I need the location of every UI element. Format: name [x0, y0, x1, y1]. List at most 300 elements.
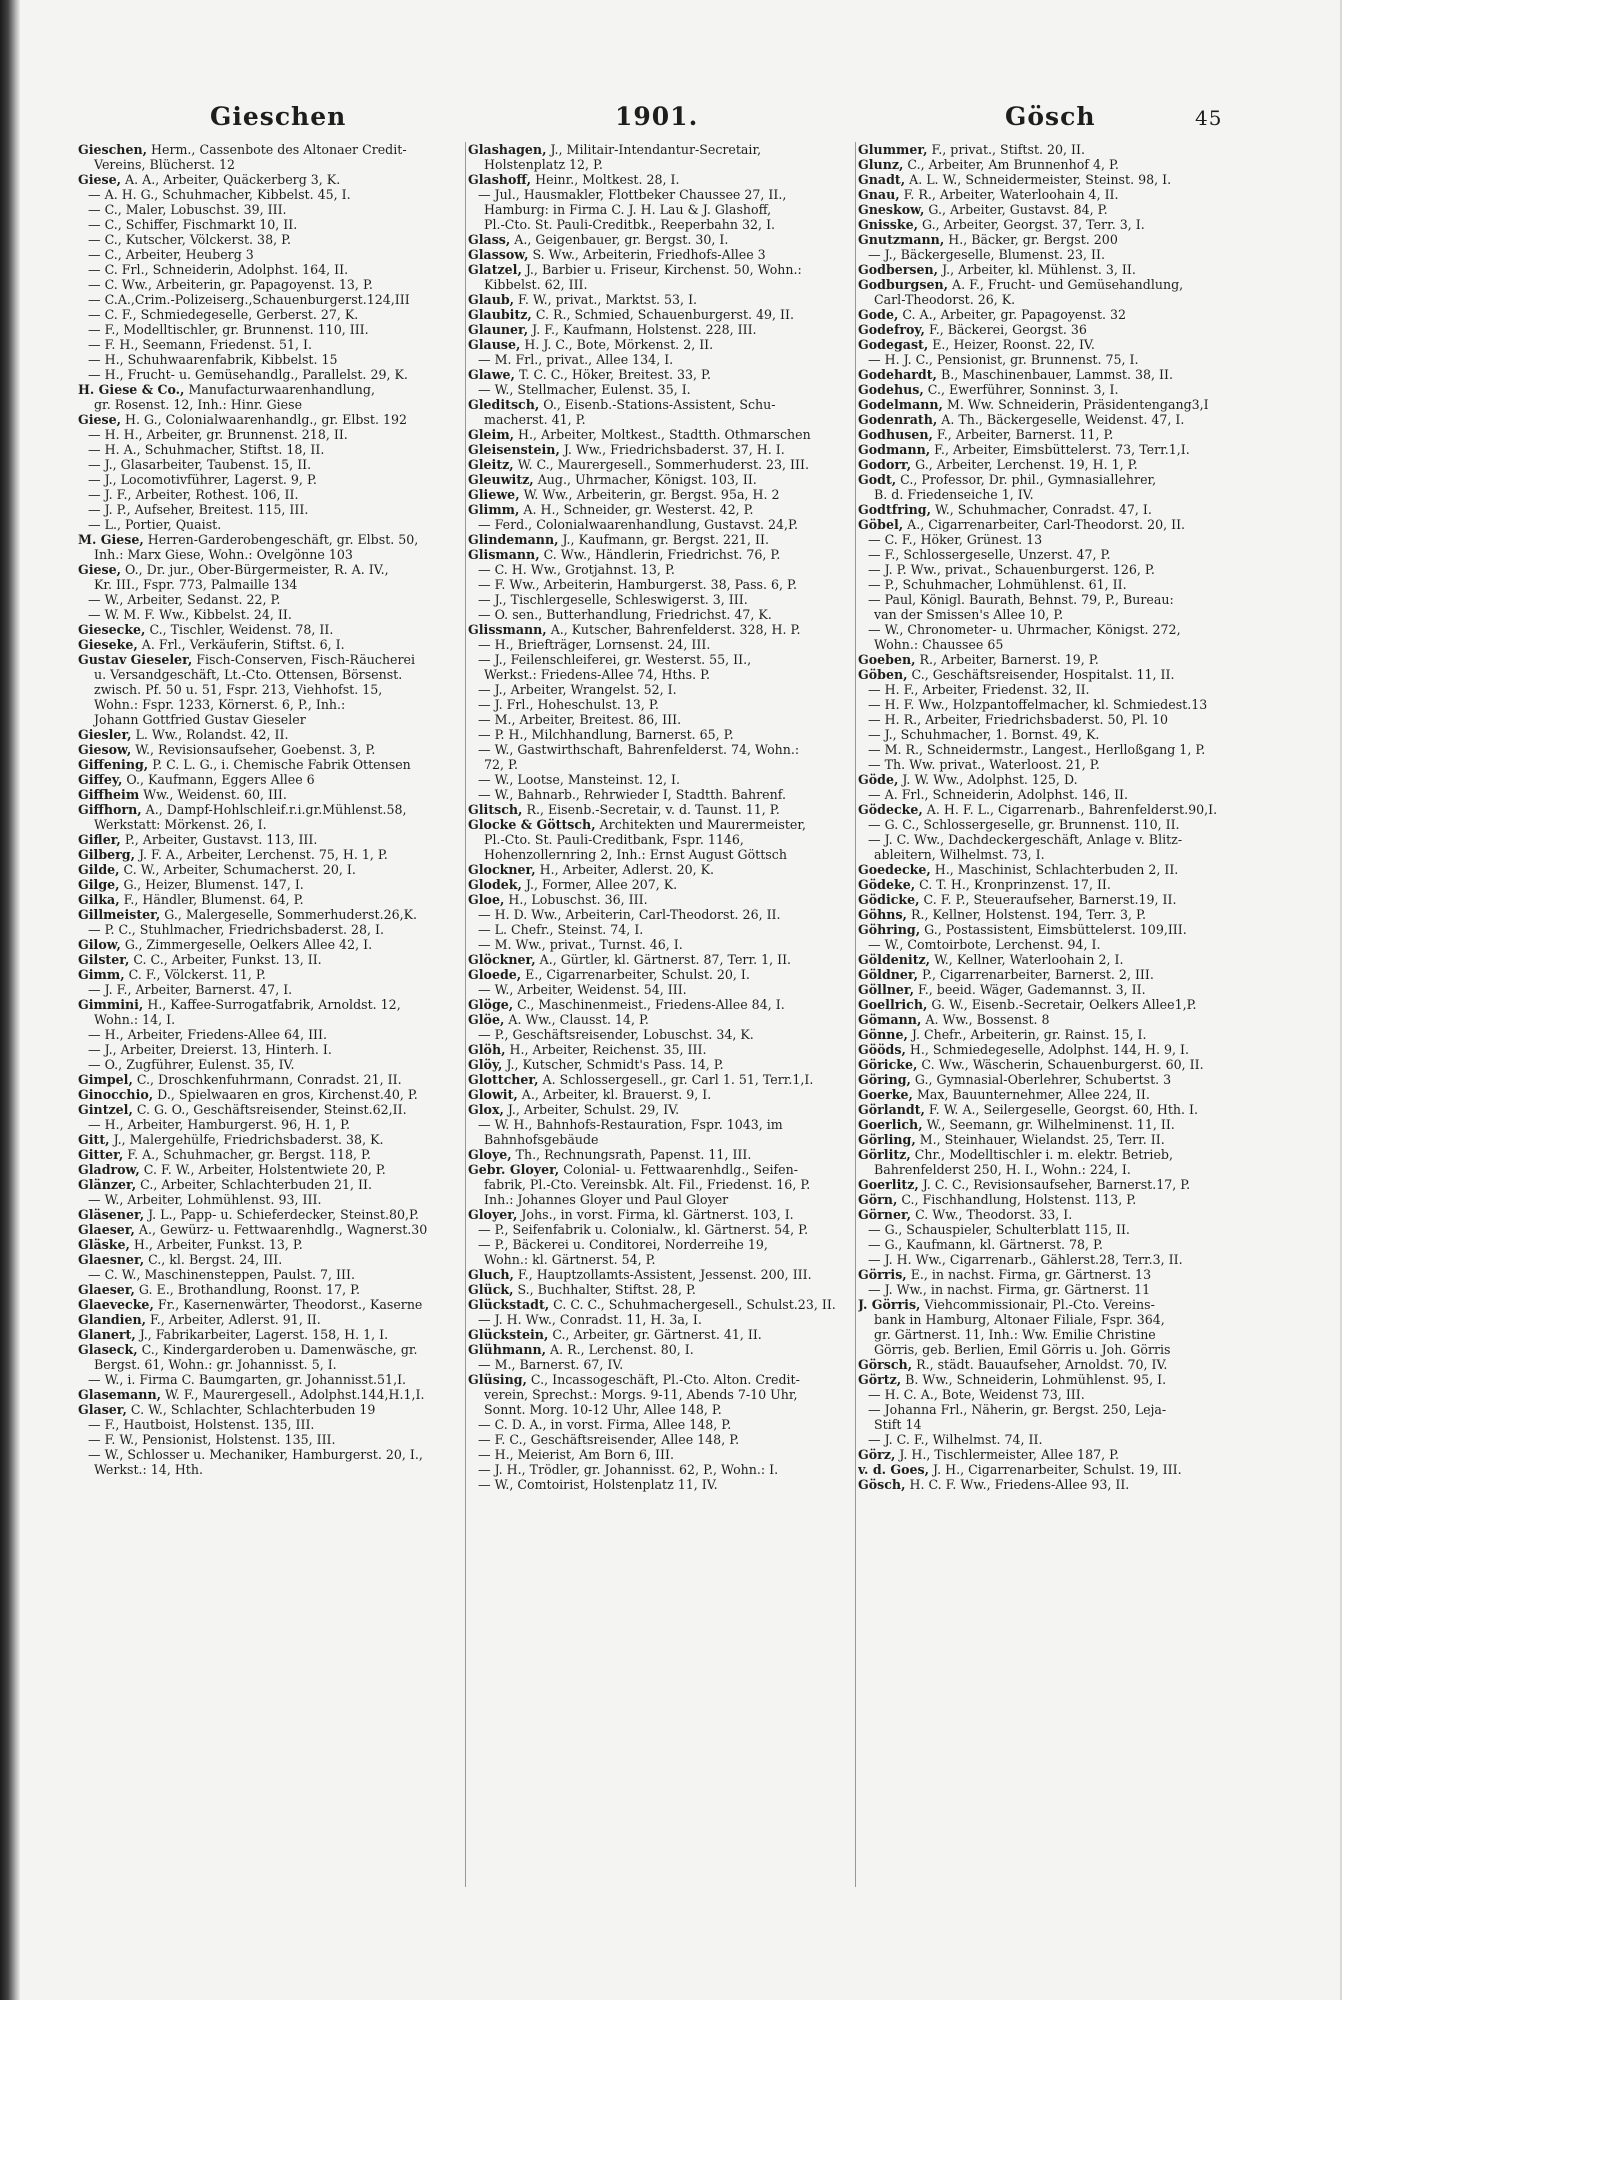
directory-entry	[858, 532, 1250, 547]
entry-details: — P., Seifenfabrik u. Colonialw., kl. Gärtnerst. 54, P.	[478, 1222, 809, 1237]
directory-entry	[468, 907, 858, 922]
entry-details: — G. C., Schlossergeselle, gr. Brunnenst. 110, II.	[868, 817, 1180, 832]
entry-details: Werkstatt: Mörkenst. 26, I.	[94, 817, 267, 832]
directory-entry	[858, 862, 1250, 877]
entry-details: Carl-Theodorst. 26, K.	[874, 292, 1016, 307]
entry-name: Görtz,	[858, 1372, 902, 1387]
directory-entry	[468, 322, 858, 337]
entry-details: C., Fischhandlung, Holstenst. 113, P.	[897, 1192, 1137, 1207]
directory-entry	[78, 1357, 468, 1372]
entry-details: Manufacturwaarenhandlung,	[184, 382, 375, 397]
directory-entry	[858, 442, 1250, 457]
entry-details: F., Arbeiter, Eimsbüttelerst. 73, Terr.1,I.	[930, 442, 1190, 457]
directory-entry	[78, 547, 468, 562]
directory-entry	[468, 397, 858, 412]
entry-details: A. F., Frucht- und Gemüsehandlung,	[948, 277, 1184, 292]
entry-name: Gluch,	[468, 1267, 514, 1282]
entry-details: M., Steinhauer, Wielandst. 25, Terr. II.	[915, 1132, 1165, 1147]
directory-entry	[858, 1042, 1250, 1057]
directory-entry	[78, 577, 468, 592]
entry-details: W. Ww., Arbeiterin, gr. Bergst. 95a, H. 2	[519, 487, 780, 502]
entry-details: F. W. A., Seilergeselle, Georgst. 60, Hth. I.	[924, 1102, 1198, 1117]
entry-details: — J. C. F., Wilhelmst. 74, II.	[868, 1432, 1043, 1447]
entry-details: H., Schmiedegeselle, Adolphst. 144, H. 9, I.	[905, 1042, 1190, 1057]
entry-name: Giesecke,	[78, 622, 146, 637]
directory-entry	[858, 172, 1250, 187]
directory-entry	[468, 262, 858, 277]
entry-details: — C. D. A., in vorst. Firma, Allee 148, P.	[478, 1417, 732, 1432]
directory-entry	[858, 727, 1250, 742]
directory-entry	[78, 1192, 468, 1207]
entry-details: — C. Frl., Schneiderin, Adolphst. 164, II.	[88, 262, 349, 277]
entry-details: — A. Frl., Schneiderin, Adolphst. 146, II.	[868, 787, 1129, 802]
entry-details: — J. P., Aufseher, Breitest. 115, III.	[88, 502, 309, 517]
directory-entry	[78, 922, 468, 937]
entry-name: Gleditsch,	[468, 397, 540, 412]
entry-details: Colonial- u. Fettwaarenhdlg., Seifen-	[559, 1162, 798, 1177]
entry-details: — L., Portier, Quaist.	[88, 517, 222, 532]
entry-name: Godegast,	[858, 337, 929, 352]
entry-details: — W., Stellmacher, Eulenst. 35, I.	[478, 382, 691, 397]
entry-details: Fisch-Conserven, Fisch-Räucherei	[192, 652, 416, 667]
entry-name: Görz,	[858, 1447, 896, 1462]
directory-entry	[468, 1312, 858, 1327]
entry-details: — H. A., Schuhmacher, Stiftst. 18, II.	[88, 442, 325, 457]
directory-entry	[858, 1102, 1250, 1117]
entry-details: — H., Arbeiter, Friedens-Allee 64, III.	[88, 1027, 328, 1042]
entry-details: — P. C., Stuhlmacher, Friedrichsbaderst. 28, I.	[88, 922, 384, 937]
entry-name: Gnutzmann,	[858, 232, 945, 247]
directory-entry	[858, 1282, 1250, 1297]
entry-details: J., Arbeiter, kl. Mühlenst. 3, II.	[938, 262, 1136, 277]
directory-entry	[468, 307, 858, 322]
directory-entry	[858, 697, 1250, 712]
directory-entry	[858, 397, 1250, 412]
entry-details: G., Gymnasial-Oberlehrer, Schubertst. 3	[910, 1072, 1172, 1087]
entry-name: Gilka,	[78, 892, 120, 907]
entry-name: Gloye,	[468, 1147, 512, 1162]
entry-details: C., Arbeiter, Am Brunnenhof 4, P.	[903, 157, 1119, 172]
entry-details: C. F. P., Steueraufseher, Barnerst.19, II.	[919, 892, 1177, 907]
entry-name: Glück,	[468, 1282, 514, 1297]
entry-name: Gimpel,	[78, 1072, 133, 1087]
entry-name: Gleuwitz,	[468, 472, 534, 487]
directory-entry	[468, 1027, 858, 1042]
entry-details: C. A., Arbeiter, gr. Papagoyenst. 32	[898, 307, 1127, 322]
header-year: 1901.	[615, 102, 699, 131]
entry-name: Goerlitz,	[858, 1177, 919, 1192]
directory-entry	[858, 967, 1250, 982]
directory-entry	[78, 1327, 468, 1342]
directory-entry	[468, 652, 858, 667]
entry-details: J. Chefr., Arbeiterin, gr. Rainst. 15, I.	[907, 1027, 1147, 1042]
entry-name: Glänzer,	[78, 1177, 137, 1192]
directory-entry	[858, 1447, 1250, 1462]
entry-name: Gnisske,	[858, 217, 918, 232]
entry-details: P., Cigarrenarbeiter, Barnerst. 2, III.	[918, 967, 1154, 982]
entry-name: Godt,	[858, 472, 897, 487]
entry-name: Glaub,	[468, 292, 515, 307]
entry-details: Stift 14	[874, 1417, 922, 1432]
entry-details: C., Ewerführer, Sonninst. 3, I.	[923, 382, 1119, 397]
entry-details: C., Arbeiter, Schlachterbuden 21, II.	[136, 1177, 372, 1192]
entry-details: — H. D. Ww., Arbeiterin, Carl-Theodorst. 26, II.	[478, 907, 781, 922]
entry-details: G., Malergeselle, Sommerhuderst.26,K.	[160, 907, 418, 922]
entry-name: Gifler,	[78, 832, 121, 847]
directory-entry	[468, 922, 858, 937]
entry-details: — C. H. Ww., Grotjahnst. 13, P.	[478, 562, 675, 577]
entry-details: C. Ww., Wäscherin, Schauenburgerst. 60, II.	[917, 1057, 1204, 1072]
directory-entry	[858, 277, 1250, 292]
directory-entry	[468, 1147, 858, 1162]
directory-entry	[78, 292, 468, 307]
directory-entry	[858, 502, 1250, 517]
entry-details: F. A., Schuhmacher, gr. Bergst. 118, P.	[123, 1147, 371, 1162]
entry-details: C. F., Völckerst. 11, P.	[124, 967, 266, 982]
entry-details: — W. M. F. Ww., Kibbelst. 24, II.	[88, 607, 292, 622]
entry-details: R., Kellner, Holstenst. 194, Terr. 3, P.	[906, 907, 1146, 922]
directory-entry	[78, 1117, 468, 1132]
entry-details: J., Barbier u. Friseur, Kirchenst. 50, Wohn.:	[521, 262, 802, 277]
directory-entry	[78, 472, 468, 487]
directory-entry	[78, 1237, 468, 1252]
entry-details: — C., Schiffer, Fischmarkt 10, II.	[88, 217, 298, 232]
entry-details: — J., Locomotivführer, Lagerst. 9, P.	[88, 472, 317, 487]
entry-details: J. W. Ww., Adolphst. 125, D.	[898, 772, 1078, 787]
entry-details: — W., Arbeiter, Sedanst. 22, P.	[88, 592, 281, 607]
directory-entry	[468, 427, 858, 442]
entry-details: C., kl. Bergst. 24, III.	[144, 1252, 283, 1267]
directory-entry	[858, 247, 1250, 262]
entry-details: H., Arbeiter, Moltkest., Stadtth. Othmarschen	[514, 427, 811, 442]
entry-name: Glodek,	[468, 877, 522, 892]
header-last-name: Gösch	[1005, 102, 1096, 131]
directory-entry	[78, 892, 468, 907]
directory-entry	[78, 907, 468, 922]
entry-details: — J. C. Ww., Dachdeckergeschäft, Anlage v. Blitz-	[868, 832, 1183, 847]
directory-entry	[468, 217, 858, 232]
entry-details: — J. H. Ww., Conradst. 11, H. 3a, I.	[478, 1312, 702, 1327]
directory-entry	[78, 727, 468, 742]
directory-entry	[858, 877, 1250, 892]
directory-entry	[858, 322, 1250, 337]
entry-name: Glöh,	[468, 1042, 506, 1057]
entry-name: Glasemann,	[78, 1387, 161, 1402]
entry-details: W., Schuhmacher, Conradst. 47, I.	[930, 502, 1152, 517]
entry-name: Gieseke,	[78, 637, 138, 652]
entry-details: Fr., Kasernenwärter, Theodorst., Kaserne	[153, 1297, 423, 1312]
directory-entry	[858, 652, 1250, 667]
directory-entry	[78, 1297, 468, 1312]
entry-details: Werkst.: 14, Hth.	[94, 1462, 203, 1477]
entry-details: Herren-Garderobengeschäft, gr. Elbst. 50,	[143, 532, 419, 547]
entry-details: Holstenplatz 12, P.	[484, 157, 603, 172]
directory-entry	[78, 142, 468, 157]
entry-name: Görn,	[858, 1192, 898, 1207]
entry-name: Glaser,	[78, 1402, 127, 1417]
directory-entry	[468, 1372, 858, 1387]
directory-entry	[468, 1087, 858, 1102]
directory-entry	[858, 232, 1250, 247]
entry-details: — C. F., Höker, Grünest. 13	[868, 532, 1043, 547]
entry-name: Görlitz,	[858, 1147, 911, 1162]
directory-entry	[468, 277, 858, 292]
entry-details: Wohn.: kl. Gärtnerst. 54, P.	[484, 1252, 656, 1267]
directory-entry	[78, 1087, 468, 1102]
entry-name: Glashoff,	[468, 172, 532, 187]
entry-details: H. G., Colonialwaarenhandlg., gr. Elbst. 192	[121, 412, 407, 427]
entry-details: — M., Arbeiter, Breitest. 86, III.	[478, 712, 682, 727]
directory-entry	[858, 1297, 1250, 1312]
directory-entry	[468, 562, 858, 577]
directory-entry	[78, 637, 468, 652]
directory-entry	[78, 397, 468, 412]
entry-name: Göricke,	[858, 1057, 918, 1072]
entry-details: W., Seemann, gr. Wilhelminenst. 11, II.	[922, 1117, 1175, 1132]
entry-name: Göbel,	[858, 517, 904, 532]
directory-entry	[78, 592, 468, 607]
entry-name: Gitter,	[78, 1147, 124, 1162]
entry-name: Gloede,	[468, 967, 522, 982]
directory-entry	[858, 1357, 1250, 1372]
directory-entry	[468, 1237, 858, 1252]
entry-details: — C., Kutscher, Völckerst. 38, P.	[88, 232, 292, 247]
entry-details: — J., Feilenschleiferei, gr. Westerst. 55, II.,	[478, 652, 752, 667]
entry-details: J. H., Tischlermeister, Allee 187, P.	[895, 1447, 1120, 1462]
directory-entry	[78, 967, 468, 982]
directory-entry	[468, 1402, 858, 1417]
entry-details: R., Arbeiter, Barnerst. 19, P.	[915, 652, 1099, 667]
directory-column-1	[78, 142, 468, 1892]
entry-details: R., städt. Bauaufseher, Arnoldst. 70, IV.	[912, 1357, 1168, 1372]
entry-name: Glaesner,	[78, 1252, 145, 1267]
entry-name: Glanert,	[78, 1327, 136, 1342]
directory-entry	[468, 982, 858, 997]
entry-details: — H., Arbeiter, Hamburgerst. 96, H. 1, P.	[88, 1117, 351, 1132]
directory-entry	[858, 1027, 1250, 1042]
entry-name: Glockner,	[468, 862, 536, 877]
directory-entry	[858, 547, 1250, 562]
entry-name: Gillmeister,	[78, 907, 161, 922]
entry-details: C., Tischler, Weidenst. 78, II.	[145, 622, 334, 637]
entry-details: A., Dampf-Hohlschleif.r.i.gr.Mühlenst.58,	[141, 802, 407, 817]
directory-entry	[468, 157, 858, 172]
directory-entry	[858, 922, 1250, 937]
entry-details: W., Revisionsaufseher, Goebenst. 3, P.	[131, 742, 376, 757]
entry-details: Pl.-Cto. St. Pauli-Creditbank, Fspr. 1146,	[484, 832, 744, 847]
entry-details: F., beeid. Wäger, Gademannst. 3, II.	[914, 982, 1146, 997]
entry-name: Gilow,	[78, 937, 121, 952]
entry-details: Heinr., Moltkest. 28, I.	[531, 172, 680, 187]
entry-details: — P., Bäckerei u. Conditorei, Norderreihe 19,	[478, 1237, 768, 1252]
entry-name: Glöy,	[468, 1057, 503, 1072]
entry-details: H. C. F. Ww., Friedens-Allee 93, II.	[905, 1477, 1130, 1492]
entry-name: Glaeser,	[78, 1222, 135, 1237]
directory-entry	[858, 472, 1250, 487]
entry-details: — H., Briefträger, Lornsenst. 24, III.	[478, 637, 711, 652]
entry-details: Th., Rechnungsrath, Papenst. 11, III.	[511, 1147, 752, 1162]
directory-entry	[78, 427, 468, 442]
entry-details: C. Ww., Händlerin, Friedrichst. 76, P.	[539, 547, 781, 562]
entry-details: J. F., Kaufmann, Holstenst. 228, III.	[528, 322, 757, 337]
entry-details: — W., Lootse, Mansteinst. 12, I.	[478, 772, 681, 787]
entry-details: gr. Gärtnerst. 11, Inh.: Ww. Emilie Christine	[874, 1327, 1156, 1342]
directory-entry	[468, 1057, 858, 1072]
entry-details: L. Ww., Rolandst. 42, II.	[131, 727, 289, 742]
directory-entry	[78, 1177, 468, 1192]
directory-entry	[468, 1192, 858, 1207]
entry-details: fabrik, Pl.-Cto. Vereinsbk. Alt. Fil., Friedenst. 16, P.	[484, 1177, 811, 1192]
directory-entry	[858, 1267, 1250, 1282]
directory-entry	[468, 1327, 858, 1342]
directory-entry	[858, 1342, 1250, 1357]
entry-details: gr. Rosenst. 12, Inh.: Hinr. Giese	[94, 397, 303, 412]
directory-entry	[468, 1162, 858, 1177]
entry-details: — C. W., Maschinensteppen, Paulst. 7, III.	[88, 1267, 355, 1282]
entry-details: A. R., Lerchenst. 80, I.	[546, 1342, 694, 1357]
entry-name: Görris,	[858, 1267, 907, 1282]
directory-entry	[468, 337, 858, 352]
entry-details: C., Incassogeschäft, Pl.-Cto. Alton. Credit-	[526, 1372, 800, 1387]
entry-details: C., Arbeiter, gr. Gärtnerst. 41, II.	[548, 1327, 762, 1342]
entry-details: — J., Arbeiter, Dreierst. 13, Hinterh. I.	[88, 1042, 332, 1057]
entry-details: C., Kindergarderoben u. Damenwäsche, gr.	[137, 1342, 418, 1357]
entry-details: F., Hauptzollamts-Assistent, Jessenst. 200, III.	[513, 1267, 812, 1282]
entry-details: C. F. W., Arbeiter, Holstentwiete 20, P.	[139, 1162, 386, 1177]
entry-name: Giese,	[78, 412, 122, 427]
directory-entry	[858, 1372, 1250, 1387]
entry-details: O., Dr. jur., Ober-Bürgermeister, R. A. IV.,	[121, 562, 389, 577]
entry-name: Glassow,	[468, 247, 529, 262]
directory-entry	[468, 142, 858, 157]
entry-name: Giffening,	[78, 757, 149, 772]
entry-name: Göring,	[858, 1072, 911, 1087]
directory-entry	[468, 592, 858, 607]
entry-name: Glöe,	[468, 1012, 505, 1027]
directory-entry	[78, 712, 468, 727]
entry-name: Glummer,	[858, 142, 928, 157]
entry-details: — J., Arbeiter, Wrangelst. 52, I.	[478, 682, 677, 697]
entry-details: — M. Frl., privat., Allee 134, I.	[478, 352, 674, 367]
directory-entry	[468, 892, 858, 907]
directory-entry	[468, 352, 858, 367]
directory-entry	[858, 997, 1250, 1012]
entry-name: Glunz,	[858, 157, 904, 172]
entry-details: J., Malergehülfe, Friedrichsbaderst. 38, K.	[109, 1132, 384, 1147]
entry-details: — O., Zugführer, Eulenst. 35, IV.	[88, 1057, 295, 1072]
entry-details: C. Ww., Theodorst. 33, I.	[911, 1207, 1073, 1222]
entry-name: Glowit,	[468, 1087, 518, 1102]
entry-name: Gimm,	[78, 967, 125, 982]
directory-entry	[468, 247, 858, 262]
entry-details: 72, P.	[484, 757, 518, 772]
entry-details: Viehcommissionair, Pl.-Cto. Vereins-	[920, 1297, 1155, 1312]
directory-entry	[468, 1117, 858, 1132]
entry-name: Görling,	[858, 1132, 916, 1147]
directory-entry	[858, 1477, 1250, 1492]
directory-entry	[78, 682, 468, 697]
entry-name: Göllner,	[858, 982, 914, 997]
entry-details: A. L. W., Schneidermeister, Steinst. 98, I.	[905, 172, 1172, 187]
entry-name: Giesler,	[78, 727, 132, 742]
entry-details: A. Ww., Bossenst. 8	[921, 1012, 1050, 1027]
directory-entry	[468, 412, 858, 427]
directory-entry	[78, 1432, 468, 1447]
directory-entry	[468, 472, 858, 487]
directory-entry	[78, 337, 468, 352]
entry-details: — M., Barnerst. 67, IV.	[478, 1357, 624, 1372]
directory-entry	[468, 622, 858, 637]
directory-entry	[468, 802, 858, 817]
entry-details: macherst. 41, P.	[484, 412, 586, 427]
entry-details: G., Heizer, Blumenst. 147, I.	[119, 877, 304, 892]
entry-details: B., Maschinenbauer, Lammst. 38, II.	[936, 367, 1173, 382]
entry-name: Gilberg,	[78, 847, 135, 862]
entry-name: Giffey,	[78, 772, 123, 787]
entry-name: Glocke & Göttsch,	[468, 817, 596, 832]
directory-entry	[468, 772, 858, 787]
entry-name: Godbersen,	[858, 262, 939, 277]
directory-entry	[858, 1117, 1250, 1132]
entry-details: — H. H., Arbeiter, gr. Brunnenst. 218, II.	[88, 427, 348, 442]
entry-details: — P., Schuhmacher, Lohmühlenst. 61, II.	[868, 577, 1127, 592]
entry-details: — Paul, Königl. Baurath, Behnst. 79, P., Bureau:	[868, 592, 1174, 607]
entry-name: Gintzel,	[78, 1102, 133, 1117]
directory-entry	[468, 382, 858, 397]
directory-entry	[78, 1342, 468, 1357]
entry-details: G., Arbeiter, Georgst. 37, Terr. 3, I.	[918, 217, 1145, 232]
entry-name: Goedecke,	[858, 862, 931, 877]
entry-name: Godenrath,	[858, 412, 938, 427]
book-spine	[0, 0, 20, 2000]
directory-entry	[78, 652, 468, 667]
entry-details: E., Cigarrenarbeiter, Schulst. 20, I.	[521, 967, 750, 982]
directory-entry	[468, 937, 858, 952]
entry-details: A., Geigenbauer, gr. Bergst. 30, I.	[510, 232, 729, 247]
directory-entry	[858, 802, 1250, 817]
directory-entry	[78, 1027, 468, 1042]
directory-entry	[78, 1387, 468, 1402]
directory-entry	[858, 577, 1250, 592]
directory-entry	[858, 1312, 1250, 1327]
directory-entry	[858, 817, 1250, 832]
entry-details: H., Lobuschst. 36, III.	[504, 892, 648, 907]
entry-name: Göldner,	[858, 967, 919, 982]
page-header	[210, 102, 1230, 136]
entry-details: C. R., Schmied, Schauenburgerst. 49, II.	[531, 307, 794, 322]
entry-details: — G., Schauspieler, Schulterblatt 115, II.	[868, 1222, 1130, 1237]
directory-entry	[468, 817, 858, 832]
directory-entry	[78, 172, 468, 187]
entry-name: Glindemann,	[468, 532, 559, 547]
directory-entry	[468, 787, 858, 802]
directory-entry	[858, 832, 1250, 847]
directory-entry	[468, 532, 858, 547]
entry-details: — M. R., Schneidermstr., Langest., Herlloßgang 1, P.	[868, 742, 1206, 757]
entry-details: Kr. III., Fspr. 773, Palmaille 134	[94, 577, 298, 592]
entry-name: Goellrich,	[858, 997, 928, 1012]
entry-details: A., Kutscher, Bahrenfelderst. 328, H. P.	[546, 622, 801, 637]
directory-entry	[858, 982, 1250, 997]
entry-details: H., Kaffee-Surrogatfabrik, Arnoldst. 12,	[143, 997, 401, 1012]
entry-name: Gnau,	[858, 187, 900, 202]
entry-details: E., in nachst. Firma, gr. Gärtnerst. 13	[906, 1267, 1152, 1282]
entry-details: J., Arbeiter, Schulst. 29, IV.	[503, 1102, 680, 1117]
entry-details: G. W., Eisenb.-Secretair, Oelkers Allee1,P.	[927, 997, 1197, 1012]
entry-name: Gladrow,	[78, 1162, 140, 1177]
directory-column-2	[468, 142, 858, 1892]
entry-details: G., Arbeiter, Gustavst. 84, P.	[924, 202, 1108, 217]
